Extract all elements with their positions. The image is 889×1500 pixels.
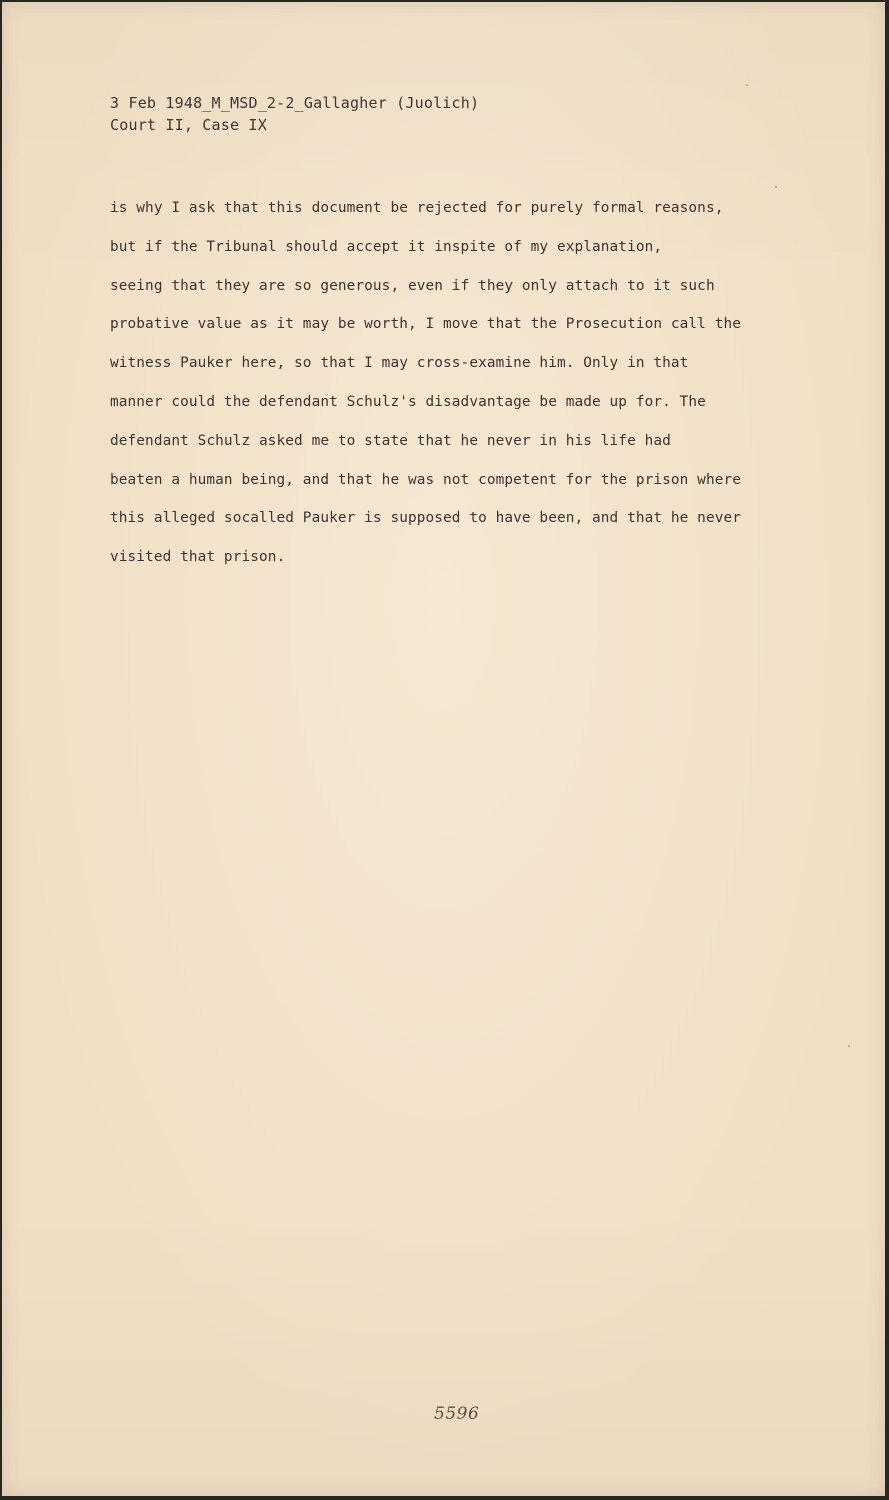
document-header [110, 92, 479, 136]
transcript-body [110, 189, 820, 577]
transcript-line: manner could the defendant Schulz's disadvantage be made up for. The [110, 393, 706, 410]
transcript-line: visited that prison. [110, 549, 286, 566]
document-page [2, 2, 885, 1496]
paper-speck [746, 84, 748, 86]
transcript-line: but if the Tribunal should accept it inspite of my explanation, [110, 238, 663, 255]
transcript-line: beaten a human being, and that he was not competent for the prison where [110, 471, 741, 488]
transcript-line: seeing that they are so generous, even if they only attach to it such [110, 277, 715, 294]
transcript-line: this alleged socalled Pauker is supposed to have been, and that he never [110, 510, 741, 527]
paper-speck [775, 186, 777, 188]
transcript-line: probative value as it may be worth, I move that the Prosecution call the [110, 316, 741, 333]
transcript-line: witness Pauker here, so that I may cross-examine him. Only in that [110, 355, 689, 372]
page-number: 5596 [434, 1404, 480, 1424]
header-date-line: 3 Feb 1948_M_MSD_2-2_Gallagher (Juolich) [110, 94, 480, 112]
transcript-line: defendant Schulz asked me to state that he never in his life had [110, 432, 671, 449]
paper-speck [848, 1045, 850, 1047]
header-court-line: Court II, Case IX [110, 116, 267, 134]
transcript-line: is why I ask that this document be rejected for purely formal reasons, [110, 200, 724, 216]
